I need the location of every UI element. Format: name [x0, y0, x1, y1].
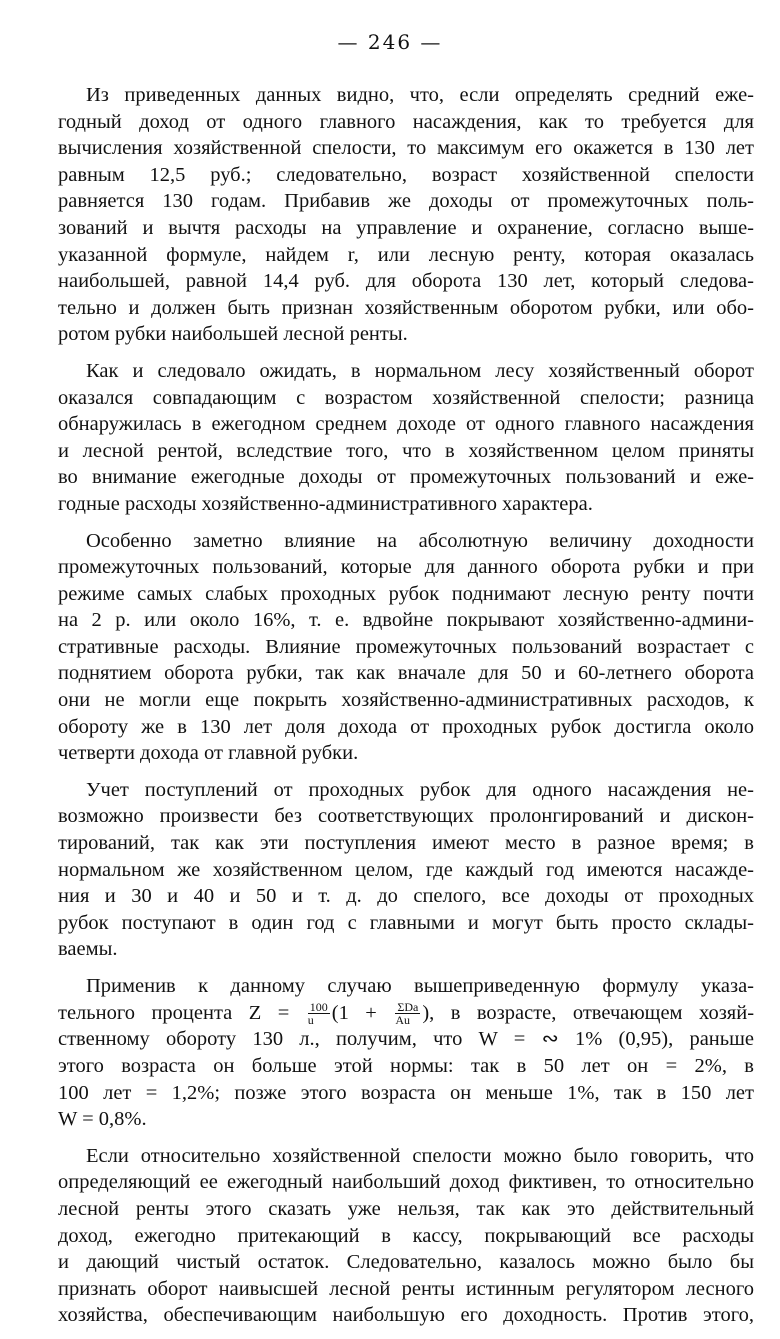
text-fragment: ), в возрасте, отвечающем хозяй- [422, 1001, 755, 1024]
text-line: годные расходы хозяйственно-административного характера. [58, 492, 593, 515]
text-line: Применив к данному случаю вышеприведенную формулу указа- [86, 975, 754, 997]
paragraph-2 [58, 358, 754, 518]
fraction-100-over-u [308, 1001, 330, 1026]
text-line: обнаружилась в ежегодном среднем доходе от одного главного насаждения [58, 413, 754, 436]
document-body [58, 82, 754, 1339]
text-line: доход, ежегодно притекающий в кассу, покрывающий все расходы [58, 1224, 754, 1247]
text-line: Особенно заметно влияние на абсолютную величину доходности [86, 529, 754, 552]
text-line: Учет поступлений от проходных рубок для одного насаждения не- [86, 778, 754, 801]
text-line: поднятием оборота рубки, так как вначале для 50 и 60-летнего оборота [58, 662, 754, 685]
paragraph-3 [58, 528, 754, 767]
text-line: ственному обороту 130 л., получим, что W = ∾ 1% (0,95), раньше [58, 1028, 754, 1051]
text-line: промежуточных пользований, которые для данного оборота рубки и при [58, 556, 754, 579]
text-line: лесной ренты этого сказать уже нельзя, так как это действительный [58, 1197, 754, 1220]
paragraph-1 [58, 82, 754, 348]
text-line: четверти дохода от главной рубки. [58, 742, 359, 765]
text-line: признать оборот наивысшей лесной ренты истинным регулятором лесного [58, 1277, 754, 1300]
text-line: оказался совпадающим с возрастом хозяйственной спелости; разница [58, 386, 754, 409]
text-line: равным 12,5 руб.; следовательно, возраст хозяйственной спелости [58, 163, 754, 186]
text-line: годный доход от одного главного насаждения, как то требуется для [58, 110, 754, 133]
text-line: вычисления хозяйственной спелости, то максимум его окажется в 130 лет [58, 137, 754, 160]
text-line: режиме самых слабых проходных рубок поднимают лесную ренту почти [58, 582, 754, 605]
text-line: рубок поступают в один год с главными и могут быть просто склады- [58, 911, 754, 934]
text-line: они не могли еще покрыть хозяйственно-административных расходов, к [58, 689, 754, 712]
text-line: нормальном же хозяйственном целом, где каждый год имеются насажде- [58, 858, 754, 881]
fraction-sum-da-over-au [395, 1001, 420, 1026]
text-line: определяющий ее ежегодный наибольший доход фиктивен, то относительно [58, 1171, 754, 1194]
text-line: наибольшей, равной 14,4 руб. для оборота 130 лет, который следова- [58, 270, 754, 293]
formula-line [58, 1000, 754, 1027]
fraction-denominator: u [307, 1013, 314, 1028]
text-line: ротом рубки наибольшей лесной ренты. [58, 323, 408, 346]
text-line: указанной формуле, найдем r, или лесную ренту, которая оказалась [58, 243, 754, 266]
text-line: хозяйства, обеспечивающим наибольшую его доходность. Против этого, [58, 1304, 754, 1327]
fraction-numerator: 100 [309, 1000, 328, 1015]
text-line: и лесной рентой, вследствие того, что в хозяйственном целом приняты [58, 439, 754, 462]
fraction-denominator: Au [395, 1013, 411, 1028]
text-line: и дающий чистый остаток. Следовательно, казалось можно было бы [58, 1251, 754, 1274]
paragraph-5 [58, 973, 754, 1133]
text-line: на 2 р. или около 16%, т. е. вдвойне покрывают хозяйственно-админи- [58, 609, 754, 632]
text-line: ния и 30 и 40 и 50 и т. д. до спелого, все доходы от проходных [58, 885, 754, 908]
page-number: — 246 — [337, 30, 443, 54]
text-line: обороту же в 130 лет доля дохода от проходных рубок достигла около [58, 715, 754, 738]
text-line: ваемы. [58, 938, 118, 961]
text-fragment: тельного процента Z = [58, 1001, 290, 1024]
text-fragment: (1 + [331, 1001, 377, 1024]
text-line: этого возраста он больше этой нормы: так в 50 лет он = 2%, в [58, 1054, 754, 1077]
text-line: зований и вычтя расходы на управление и охранение, согласно выше- [58, 216, 754, 239]
text-line: тельно и должен быть признан хозяйственным оборотом рубки, или обо- [58, 296, 754, 319]
paragraph-6 [58, 1143, 754, 1329]
text-line: во внимание ежегодные доходы от промежуточных пользований и еже- [58, 466, 754, 489]
text-line: Из приведенных данных видно, что, если определять средний еже- [86, 84, 754, 106]
text-line: равняется 130 годам. Прибавив же доходы от промежуточных поль- [58, 190, 754, 213]
paragraph-4 [58, 777, 754, 963]
text-line: возможно произвести без соответствующих пролонгирований и дискон- [58, 805, 754, 828]
text-line: тирований, так как эти поступления имеют место в разное время; в [58, 832, 754, 855]
text-line: W = 0,8%. [58, 1108, 147, 1131]
text-line: Если относительно хозяйственной спелости можно было говорить, что [86, 1144, 754, 1167]
fraction-numerator: ΣDa [397, 1000, 419, 1015]
text-line: Как и следовало ожидать, в нормальном лесу хозяйственный оборот [86, 359, 754, 382]
text-line: 100 лет = 1,2%; позже этого возраста он меньше 1%, так в 150 лет [58, 1081, 754, 1104]
text-line: стративные расходы. Влияние промежуточных пользований возрастает с [58, 635, 754, 658]
